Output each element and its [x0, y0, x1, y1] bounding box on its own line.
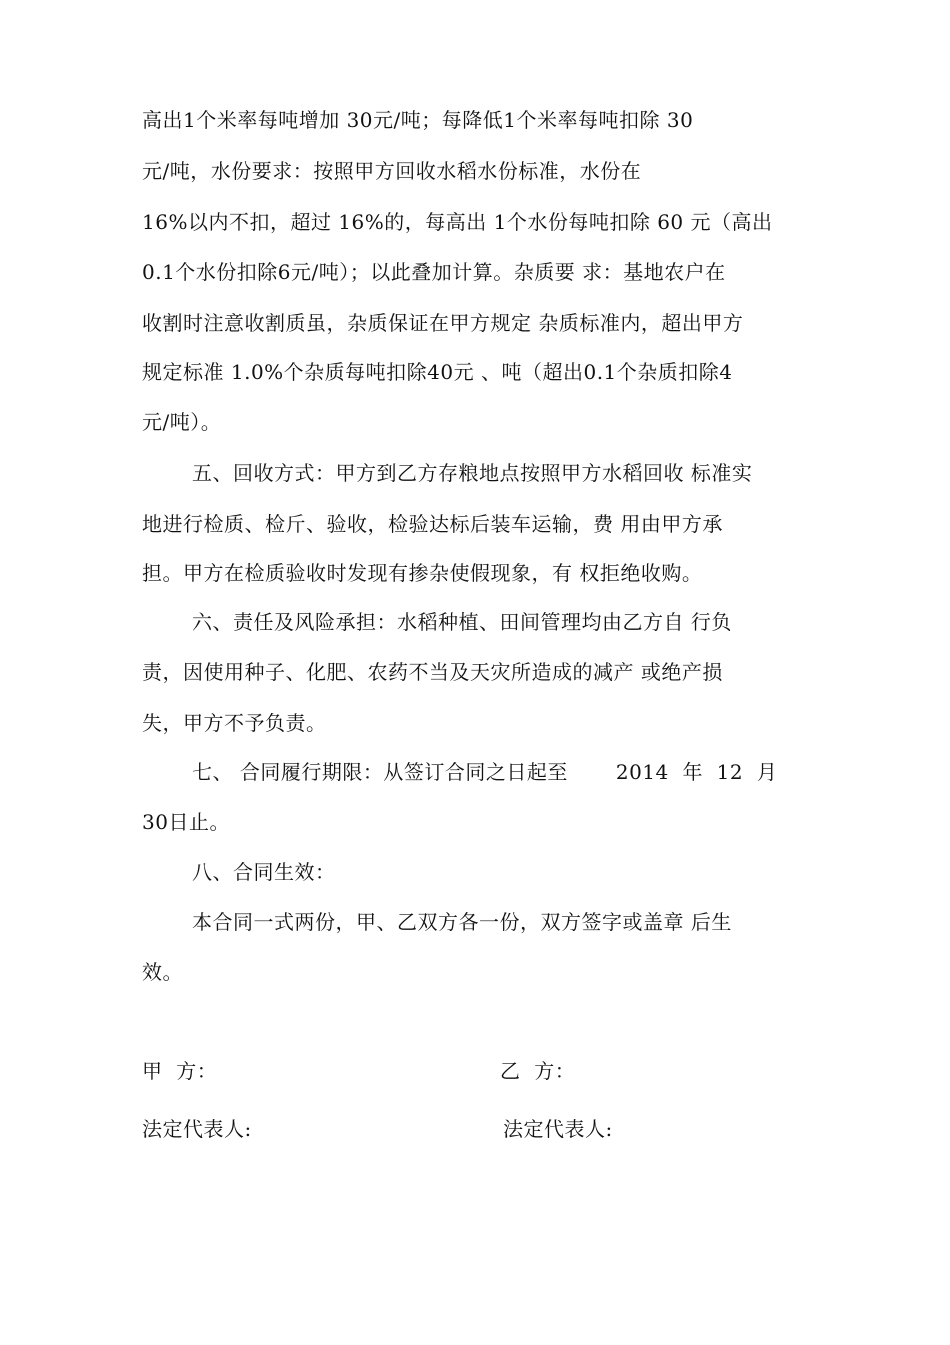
- party-a-representative-label: 法定代表人:: [142, 1117, 252, 1141]
- text-line: 地进行检质、检斤、验收，检验达标后装车运输，费 用由甲方承: [142, 512, 723, 536]
- party-a-label: 甲 方：: [142, 1059, 218, 1083]
- text-line: 0.1个水份扣除6元/吨）；以此叠加计算。杂质要 求：基地农户在: [142, 260, 726, 284]
- section-8-body-line: 本合同一式两份，甲、乙双方各一份，双方签字或盖章 后生: [192, 910, 732, 934]
- party-b-label: 乙 方：: [500, 1059, 576, 1083]
- section-8-heading: 八、合同生效：: [192, 860, 336, 884]
- text-line: 元/吨，水份要求：按照甲方回收水稻水份标准，水份在: [142, 159, 642, 183]
- text-line: 责，因使用种子、化肥、农药不当及天灾所造成的减产 或绝产损: [142, 660, 723, 684]
- section-5-heading-line: 五、回收方式：甲方到乙方存粮地点按照甲方水稻回收 标准实: [192, 461, 753, 485]
- text-line: 30日止。: [142, 810, 230, 834]
- text-line: 元/吨）。: [142, 410, 222, 434]
- text-line: 担。甲方在检质验收时发现有掺杂使假现象，有 权拒绝收购。: [142, 561, 703, 585]
- party-b-representative-label: 法定代表人:: [503, 1117, 613, 1141]
- text-line: 规定标准 1.0%个杂质每吨扣除40元 、吨（超出0.1个杂质扣除4: [142, 360, 733, 384]
- section-6-heading-line: 六、责任及风险承担：水稻种植、田间管理均由乙方自 行负: [192, 610, 732, 634]
- text-line: 16%以内不扣，超过 16%的，每高出 1个水份每吨扣除 60 元（高出: [142, 210, 773, 234]
- text-line: 失，甲方不予负责。: [142, 711, 327, 735]
- section-7-heading-line: 七、 合同履行期限：从签订合同之日起至 2014 年 12 月: [192, 760, 778, 784]
- text-line: 高出1个米率每吨增加 30元/吨；每降低1个米率每吨扣除 30: [142, 108, 694, 132]
- text-line: 收割时注意收割质虽，杂质保证在甲方规定 杂质标准内，超出甲方: [142, 311, 744, 335]
- text-line: 效。: [142, 960, 183, 984]
